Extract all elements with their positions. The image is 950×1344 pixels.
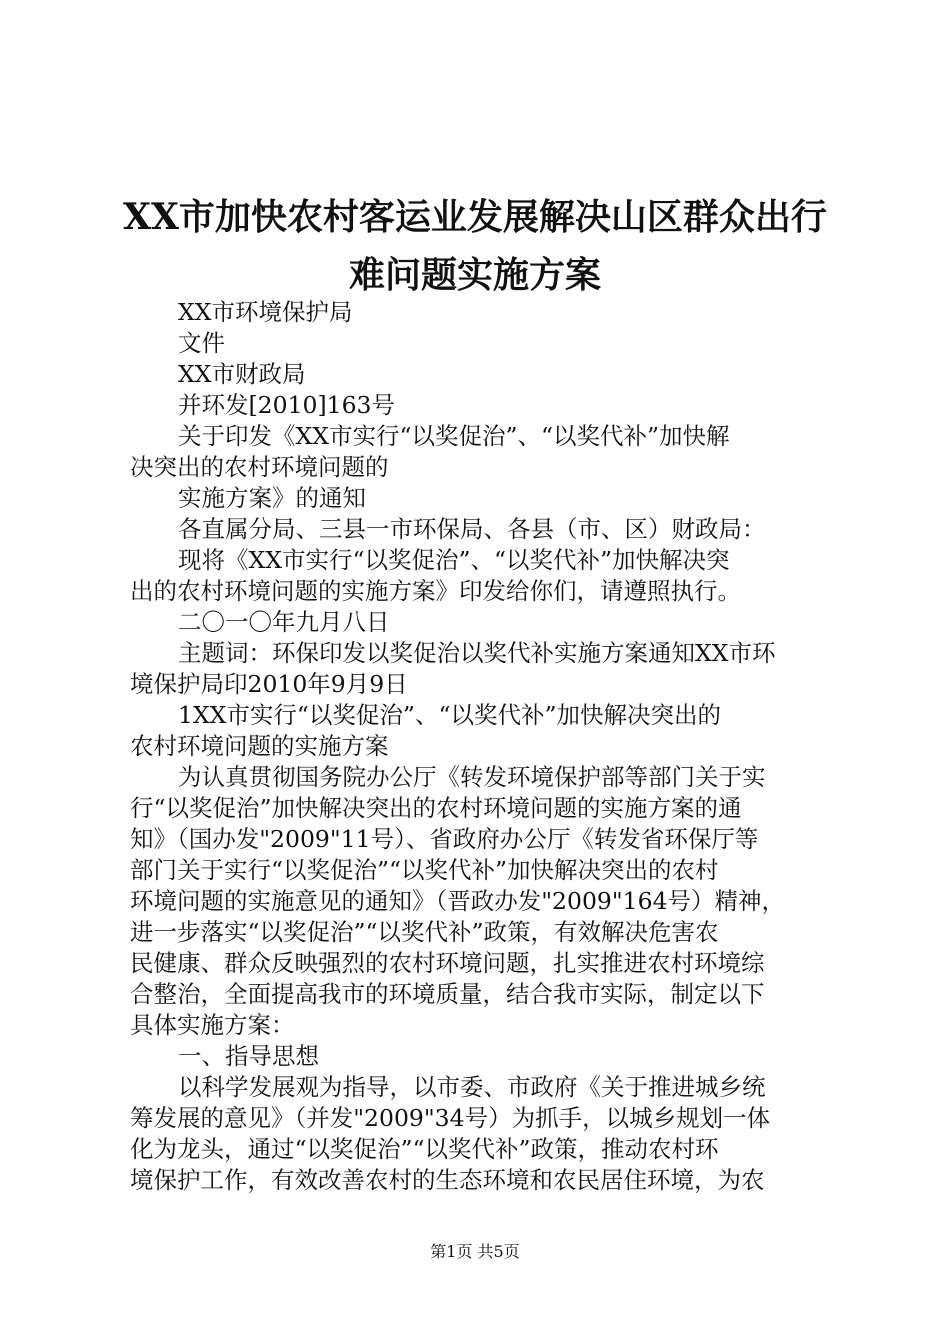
text-line: 行“以奖促治”加快解决突出的农村环境问题的实施方案的通 bbox=[130, 794, 742, 822]
text-line: 以科学发展观为指导，以市委、市政府《关于推进城乡统 bbox=[178, 1073, 766, 1101]
text-line: 具体实施方案： bbox=[130, 1011, 295, 1039]
text-line: 1XX市实行“以奖促治”、“以奖代补”加快解决突出的 bbox=[178, 701, 721, 729]
text-line: 部门关于实行“以奖促治”“以奖代补”加快解决突出的农村 bbox=[130, 856, 719, 884]
text-line: 关于印发《XX市实行“以奖促治”、“以奖代补”加快解 bbox=[178, 422, 730, 450]
title-line-2: 难问题实施方案 bbox=[348, 254, 601, 296]
text-line: 化为龙头，通过“以奖促治”“以奖代补”政策，推动农村环 bbox=[130, 1135, 719, 1163]
text-line: 进一步落实“以奖促治”“以奖代补”政策，有效解决危害农 bbox=[130, 918, 719, 946]
page-footer bbox=[0, 1240, 950, 1264]
text-line: 境保护局印2010年9月9日 bbox=[130, 670, 408, 698]
text-line: 决突出的农村环境问题的 bbox=[130, 453, 389, 481]
text-line: 各直属分局、三县一市环保局、各县（市、区）财政局： bbox=[178, 515, 766, 543]
text-line: 实施方案》的通知 bbox=[178, 484, 366, 512]
text-line: 农村环境问题的实施方案 bbox=[130, 732, 389, 760]
text-line: XX市财政局 bbox=[178, 360, 306, 388]
text-line: 主题词：环保印发以奖促治以奖代补实施方案通知XX市环 bbox=[178, 639, 776, 667]
text-line: 现将《XX市实行“以奖促治”、“以奖代补”加快解决突 bbox=[178, 546, 730, 574]
text-line: 境保护工作，有效改善农村的生态环境和农民居住环境，为农 bbox=[130, 1166, 765, 1194]
text-line: 知》（国办发"2009"11号）、省政府办公厅《转发省环保厅等 bbox=[130, 825, 759, 853]
text-line: 文件 bbox=[178, 329, 225, 357]
page-number: 第1页 共5页 bbox=[430, 1242, 520, 1261]
section-heading: 一、指导思想 bbox=[178, 1042, 319, 1070]
title-line-1: XX市加快农村客运业发展解决山区群众出行 bbox=[123, 196, 827, 238]
text-line: 出的农村环境问题的实施方案》印发给你们，请遵照执行。 bbox=[130, 577, 741, 605]
text-line: 为认真贯彻国务院办公厅《转发环境保护部等部门关于实 bbox=[178, 763, 766, 791]
text-line: 民健康、群众反映强烈的农村环境问题，扎实推进农村环境综 bbox=[130, 949, 765, 977]
text-line: 环境问题的实施意见的通知》（晋政办发"2009"164号）精神， bbox=[130, 887, 786, 915]
document-title bbox=[120, 188, 830, 304]
text-line: 二〇一〇年九月八日 bbox=[178, 608, 390, 636]
text-line: 合整治，全面提高我市的环境质量，结合我市实际，制定以下 bbox=[130, 980, 765, 1008]
document-body bbox=[130, 297, 830, 1196]
text-line: 并环发[2010]163号 bbox=[178, 391, 395, 419]
text-line: XX市环境保护局 bbox=[178, 298, 353, 326]
text-line: 筹发展的意见》（并发"2009"34号）为抓手，以城乡规划一体 bbox=[130, 1104, 771, 1132]
